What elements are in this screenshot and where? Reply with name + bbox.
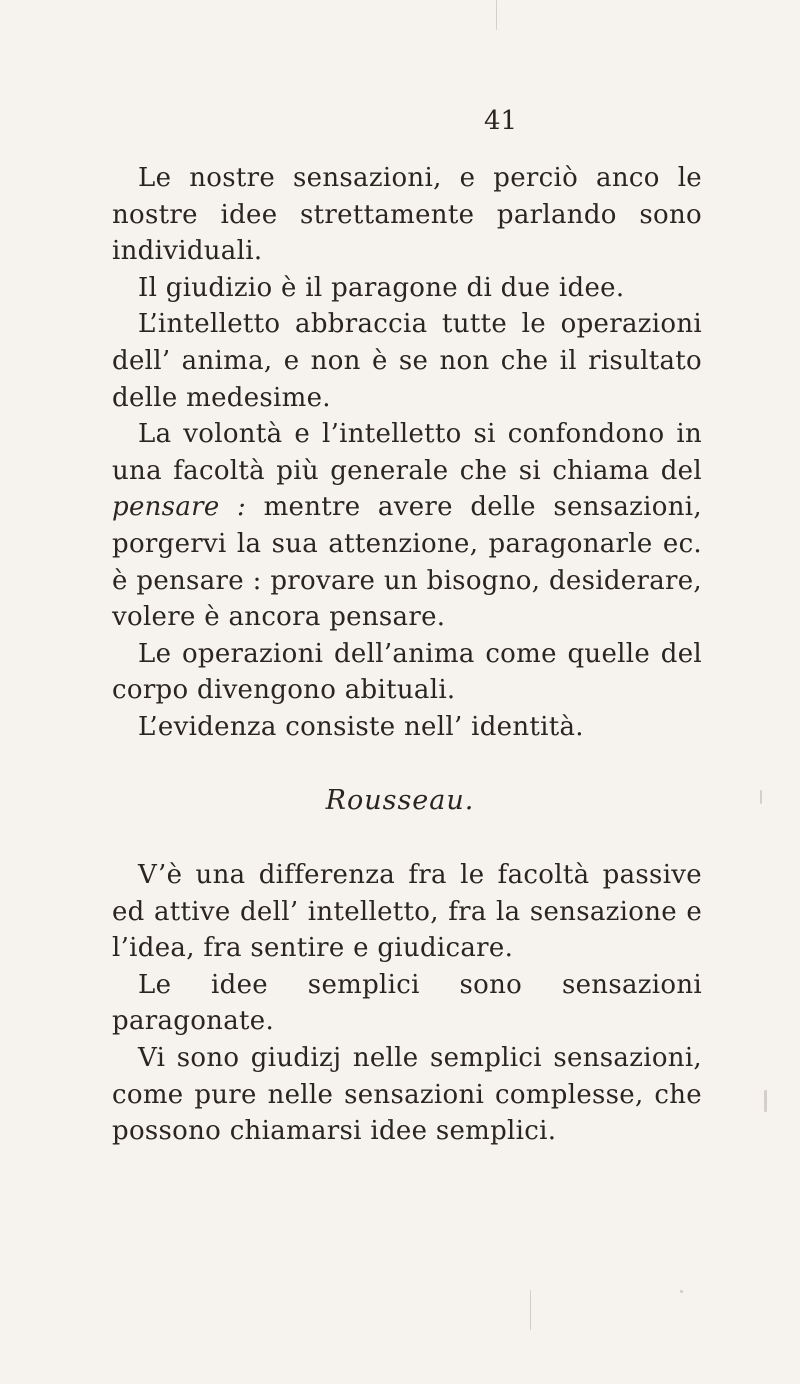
body-text: [112, 160, 702, 1150]
paragraph-sensazioni: Le nostre sensazioni, e perciò anco le nostre idee strettamente parlando sono individuali.: [112, 163, 702, 267]
page-number: 41: [484, 106, 518, 136]
paragraph-intelletto: L’intelletto abbraccia tutte le operazioni dell’ anima, e non è se non che il risultato delle medesime.: [112, 309, 702, 413]
volonta-text-start: La volontà e l’intelletto si confondono in una facoltà più generale che si chiama del: [112, 419, 702, 486]
scan-speck: [764, 1090, 767, 1112]
paragraph-volonta: [112, 416, 702, 636]
paragraph-evidenza: L’evidenza consiste nell’ identità.: [138, 711, 584, 742]
volonta-text-end: mentre avere delle sensazioni, porgervi la sua attenzione, paragonarle ec. è pensare : provare un bisogno, desiderare, volere è ancora pensare.: [112, 492, 702, 633]
paragraph-giudizio: Il giudizio è il paragone di due idee.: [138, 272, 625, 303]
paragraph-operazioni: Le operazioni dell’anima come quelle del corpo divengono abituali.: [112, 638, 702, 706]
section-heading-rousseau: Rousseau.: [325, 784, 475, 816]
volonta-emphasis: pensare :: [112, 492, 247, 523]
scan-speck: [496, 0, 497, 30]
paragraph-differenza: V’è una differenza fra le facoltà passive ed attive dell’ intelletto, fra la sensazione e l’idea, fra sentire e giudicare.: [112, 860, 702, 964]
paragraph-giudizj: Vi sono giudizj nelle semplici sensazioni, come pure nelle sensazioni complesse, che possono chiamarsi idee semplici.: [112, 1043, 702, 1147]
scan-speck: [530, 1290, 531, 1330]
paragraph-idee-semplici: Le idee semplici sono sensazioni paragonate.: [112, 969, 702, 1037]
scan-speck: [760, 790, 762, 804]
scan-speck: [680, 1290, 683, 1293]
